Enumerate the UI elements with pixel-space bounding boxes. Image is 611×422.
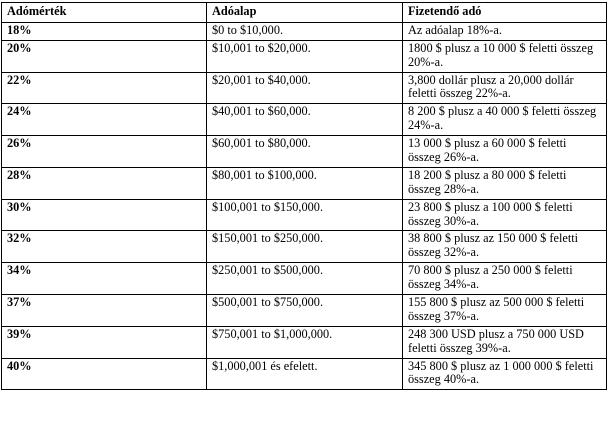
cell-rate: 22% bbox=[2, 72, 207, 104]
cell-owed: 3,800 dollár plusz a 20,000 dollár feletti összeg 22%-a. bbox=[403, 72, 607, 104]
column-header-rate: Adómérték bbox=[2, 3, 207, 23]
table-row bbox=[2, 199, 607, 231]
cell-rate: 34% bbox=[2, 263, 207, 295]
table-row bbox=[2, 231, 607, 263]
cell-bracket: $250,001 to $500,000. bbox=[207, 263, 403, 295]
table-row bbox=[2, 72, 607, 104]
cell-rate: 39% bbox=[2, 326, 207, 358]
cell-rate: 28% bbox=[2, 167, 207, 199]
table-row bbox=[2, 263, 607, 295]
table-row bbox=[2, 358, 607, 390]
cell-rate: 24% bbox=[2, 104, 207, 136]
table-row bbox=[2, 326, 607, 358]
table-header bbox=[2, 3, 607, 23]
table-row bbox=[2, 104, 607, 136]
cell-bracket: $750,001 to $1,000,000. bbox=[207, 326, 403, 358]
cell-bracket: $0 to $10,000. bbox=[207, 22, 403, 40]
cell-bracket: $80,001 to $100,000. bbox=[207, 167, 403, 199]
table-row bbox=[2, 22, 607, 40]
cell-bracket: $60,001 to $80,000. bbox=[207, 136, 403, 168]
table-row bbox=[2, 40, 607, 72]
cell-owed: 345 800 $ plusz az 1 000 000 $ feletti összeg 40%-a. bbox=[403, 358, 607, 390]
cell-bracket: $20,001 to $40,000. bbox=[207, 72, 403, 104]
column-header-owed: Fizetendő adó bbox=[403, 3, 607, 23]
table-row bbox=[2, 136, 607, 168]
tax-bracket-table bbox=[1, 2, 607, 390]
table-row bbox=[2, 167, 607, 199]
cell-owed: 248 300 USD plusz a 750 000 USD feletti összeg 39%-a. bbox=[403, 326, 607, 358]
cell-owed: 38 800 $ plusz az 150 000 $ feletti összeg 32%-a. bbox=[403, 231, 607, 263]
cell-bracket: $1,000,001 és efelett. bbox=[207, 358, 403, 390]
cell-bracket: $150,001 to $250,000. bbox=[207, 231, 403, 263]
cell-rate: 30% bbox=[2, 199, 207, 231]
cell-rate: 40% bbox=[2, 358, 207, 390]
cell-owed: 70 800 $ plusz a 250 000 $ feletti összeg 34%-a. bbox=[403, 263, 607, 295]
cell-owed: 13 000 $ plusz a 60 000 $ feletti összeg 26%-a. bbox=[403, 136, 607, 168]
cell-owed: 23 800 $ plusz a 100 000 $ feletti összeg 30%-a. bbox=[403, 199, 607, 231]
table-row bbox=[2, 295, 607, 327]
column-header-bracket: Adóalap bbox=[207, 3, 403, 23]
cell-bracket: $500,001 to $750,000. bbox=[207, 295, 403, 327]
table-body bbox=[2, 22, 607, 389]
cell-bracket: $100,001 to $150,000. bbox=[207, 199, 403, 231]
cell-rate: 37% bbox=[2, 295, 207, 327]
cell-owed: 18 200 $ plusz a 80 000 $ feletti összeg 28%-a. bbox=[403, 167, 607, 199]
cell-rate: 32% bbox=[2, 231, 207, 263]
cell-owed: 155 800 $ plusz az 500 000 $ feletti összeg 37%-a. bbox=[403, 295, 607, 327]
cell-rate: 20% bbox=[2, 40, 207, 72]
cell-rate: 26% bbox=[2, 136, 207, 168]
cell-owed: 8 200 $ plusz a 40 000 $ feletti összeg 24%-a. bbox=[403, 104, 607, 136]
cell-bracket: $10,001 to $20,000. bbox=[207, 40, 403, 72]
cell-bracket: $40,001 to $60,000. bbox=[207, 104, 403, 136]
cell-rate: 18% bbox=[2, 22, 207, 40]
table-header-row bbox=[2, 3, 607, 23]
cell-owed: 1800 $ plusz a 10 000 $ feletti összeg 20%-a. bbox=[403, 40, 607, 72]
tax-table-container bbox=[0, 2, 611, 422]
cell-owed: Az adóalap 18%-a. bbox=[403, 22, 607, 40]
